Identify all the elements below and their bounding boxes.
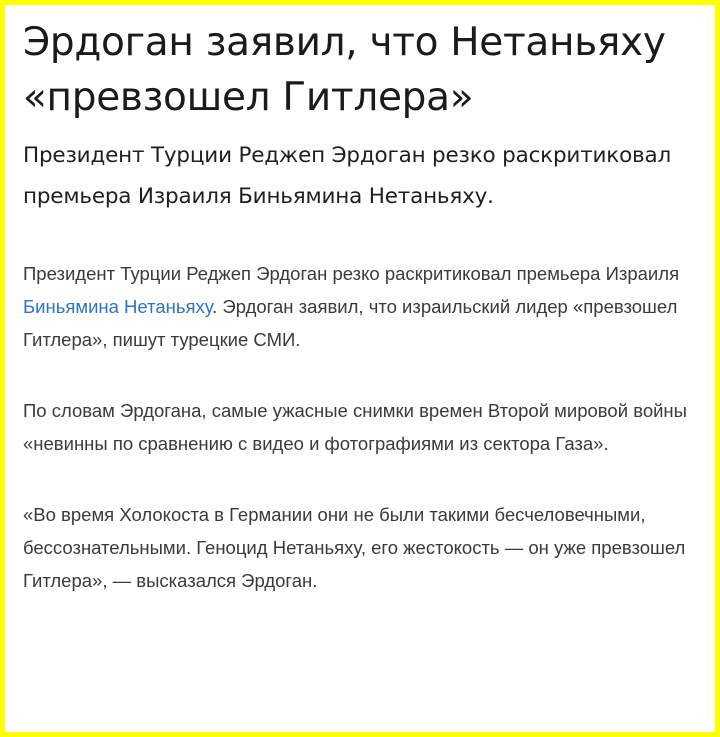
- article-lead: Президент Турции Реджеп Эрдоган резко раскритиковал премьера Израиля Биньямина Нетаньяху.: [23, 143, 672, 209]
- article-paragraph-1: [23, 257, 713, 356]
- article-paragraph-2: По словам Эрдогана, самые ужасные снимки времен Второй мировой войны «невинны по сравнению с видео и фотографиями из сектора Газа».: [23, 400, 687, 454]
- paragraph-1-text-after-link: . Эрдоган заявил, что израильский лидер «превзошел Гитлера», пишут турецкие СМИ.: [23, 296, 678, 350]
- article: [23, 15, 713, 597]
- article-paragraph-3: «Во время Холокоста в Германии они не были такими бесчеловечными, бессознательными. Геноцид Нетаньяху, его жестокость — он уже превзошел Гитлера», — высказался Эрдоган.: [23, 504, 686, 591]
- paragraph-1-text-before-link: Президент Турции Реджеп Эрдоган резко раскритиковал премьера Израиля: [23, 263, 680, 284]
- person-link-netanyahu[interactable]: Биньямина Нетаньяху: [23, 296, 213, 317]
- article-headline: Эрдоган заявил, что Нетаньяху «превзошел Гитлера»: [23, 20, 666, 120]
